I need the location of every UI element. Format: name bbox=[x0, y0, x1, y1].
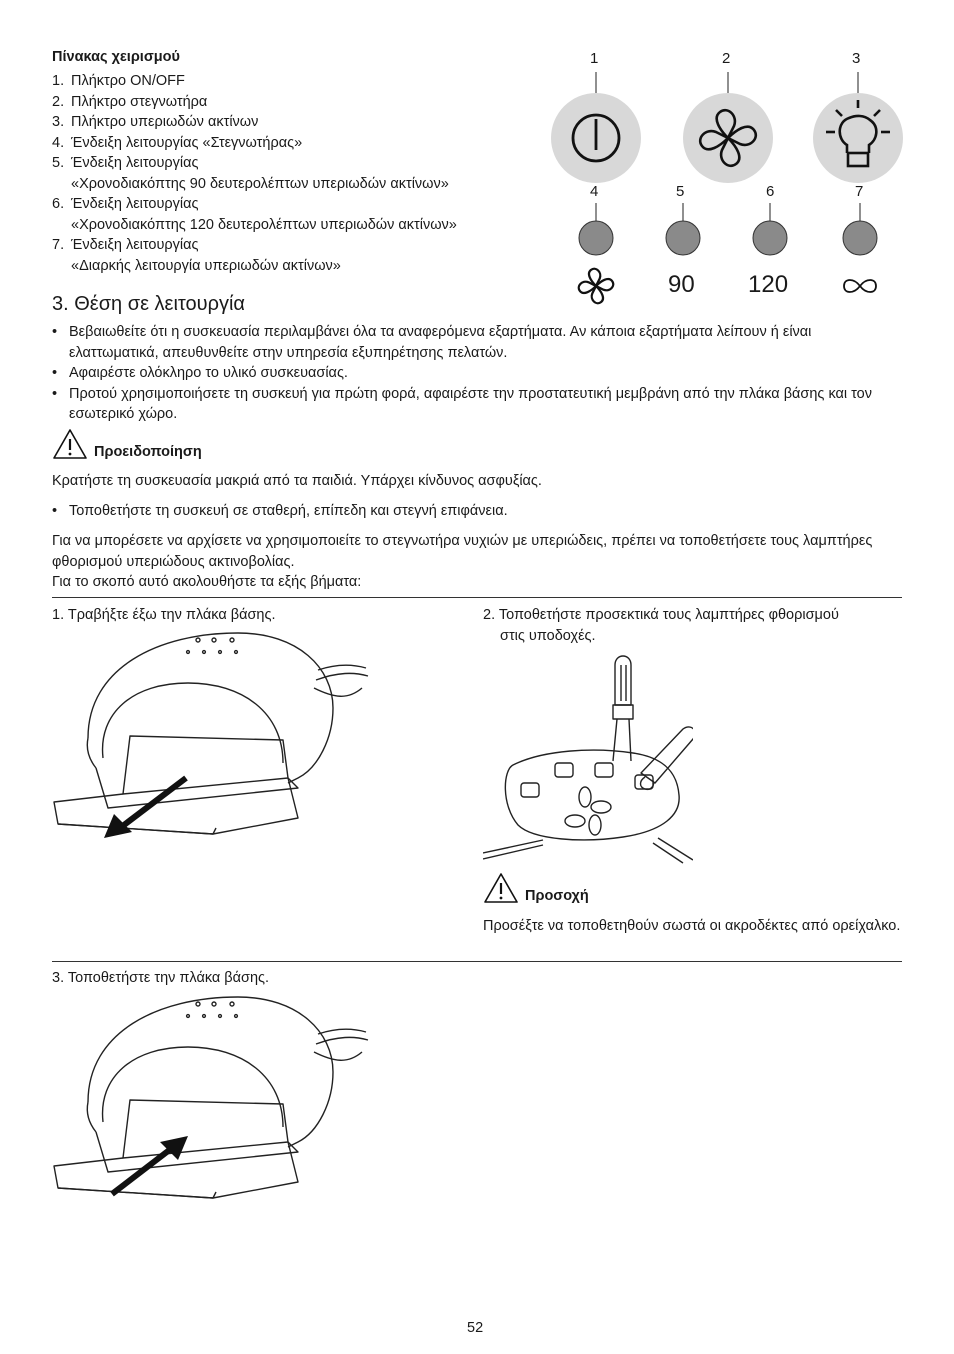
section-title: 3. Θέση σε λειτουργία bbox=[52, 293, 245, 315]
indicator-label-90: 90 bbox=[668, 271, 695, 298]
callout-number: 1 bbox=[590, 50, 599, 67]
caution-text: Προσέξτε να τοποθετηθούν σωστά οι ακροδέκτες από ορείχαλκο. bbox=[483, 918, 901, 934]
warning-icon bbox=[52, 428, 88, 460]
step-3-text: 3. Τοποθετήστε την πλάκα βάσης. bbox=[52, 970, 270, 986]
power-button[interactable] bbox=[551, 93, 641, 183]
callout-number: 5 bbox=[676, 183, 685, 200]
callout-number: 3 bbox=[852, 50, 861, 67]
bullet-list bbox=[52, 322, 902, 425]
list-item: 3. Πλήκτρο υπεριωδών ακτίνων bbox=[52, 114, 259, 130]
control-panel-list bbox=[52, 71, 522, 276]
timer-90-indicator bbox=[666, 221, 700, 255]
caution-title: Προσοχή bbox=[525, 888, 589, 904]
step-3-illustration bbox=[48, 992, 388, 1214]
list-item: • Προτού χρησιμοποιήσετε τη συσκευή για πρώτη φορά, αφαιρέστε την προστατευτική μεμβράνη από την πλάκα βάσης και τον εσωτερικό χώρο. bbox=[52, 384, 902, 425]
warning-icon bbox=[483, 872, 519, 904]
fan-icon bbox=[579, 269, 613, 303]
callout-number: 7 bbox=[855, 183, 864, 200]
intro-paragraph: Για το σκοπό αυτό ακολουθήστε τα εξής βήματα: bbox=[52, 574, 362, 590]
list-item: • Βεβαιωθείτε ότι η συσκευασία περιλαμβάνει όλα τα αναφερόμενα εξαρτήματα. Αν κάποια εξαρτήματα λείπουν ή είναι ελαττωματικά, απευθυνθείτε στην υπηρεσία εξυπηρέτησης πελατών. bbox=[52, 322, 902, 363]
indicator-label-120: 120 bbox=[748, 271, 789, 298]
callout-number: 2 bbox=[722, 50, 731, 67]
infinity-icon bbox=[844, 280, 876, 292]
list-item: 6. Ένδειξη λειτουργίας «Χρονοδιακόπτης 120 δευτερολέπτων υπεριωδών ακτίνων» bbox=[52, 196, 457, 233]
list-item: 5. Ένδειξη λειτουργίας «Χρονοδιακόπτης 90 δευτερολέπτων υπεριωδών ακτίνων» bbox=[52, 155, 449, 192]
list-item: • Τοποθετήστε τη συσκευή σε σταθερή, επίπεδη και στεγνή επιφάνεια. bbox=[52, 501, 902, 522]
list-item: 2. Πλήκτρο στεγνωτήρα bbox=[52, 93, 208, 110]
list-item: 4. Ένδειξη λειτουργίας «Στεγνωτήρας» bbox=[52, 134, 303, 151]
list-item: 1. Πλήκτρο ON/OFF bbox=[52, 73, 185, 89]
divider bbox=[52, 597, 902, 598]
divider bbox=[52, 961, 902, 962]
step-2-illustration bbox=[483, 645, 693, 865]
callout-number: 4 bbox=[590, 183, 599, 200]
list-item: • Αφαιρέστε ολόκληρο το υλικό συσκευασίας. bbox=[52, 363, 902, 384]
dryer-button[interactable] bbox=[683, 93, 773, 183]
timer-120-indicator bbox=[753, 221, 787, 255]
panel-title: Πίνακας χειρισμού bbox=[52, 49, 180, 65]
page-number: 52 bbox=[467, 1320, 484, 1336]
dryer-indicator bbox=[579, 221, 613, 255]
caution-heading bbox=[483, 872, 589, 904]
warning-heading bbox=[52, 428, 202, 460]
list-item: 7. Ένδειξη λειτουργίας «Διαρκής λειτουργία υπεριωδών ακτίνων» bbox=[52, 237, 341, 274]
intro-paragraph: Για να μπορέσετε να αρχίσετε να χρησιμοποιείτε το στεγνωτήρα νυχιών με υπεριώδεις, πρέπει να τοποθετήσετε τους λαμπτήρες φθορισμού υπεριώδους ακτινοβολίας. bbox=[52, 533, 873, 570]
step-1-text: 1. Τραβήξτε έξω την πλάκα βάσης. bbox=[52, 607, 276, 623]
bullet-list bbox=[52, 501, 902, 522]
warning-title: Προειδοποίηση bbox=[94, 444, 202, 460]
callout-number: 6 bbox=[766, 183, 775, 200]
step-1-illustration bbox=[48, 628, 388, 850]
step-2-text: 2. Τοποθετήστε προσεκτικά τους λαμπτήρες φθορισμού bbox=[483, 607, 839, 623]
continuous-indicator bbox=[843, 221, 877, 255]
warning-text: Κρατήστε τη συσκευασία μακριά από τα παιδιά. Υπάρχει κίνδυνος ασφυξίας. bbox=[52, 473, 542, 489]
step-2-text-cont: στις υποδοχές. bbox=[500, 628, 596, 644]
uv-button[interactable] bbox=[813, 93, 903, 183]
